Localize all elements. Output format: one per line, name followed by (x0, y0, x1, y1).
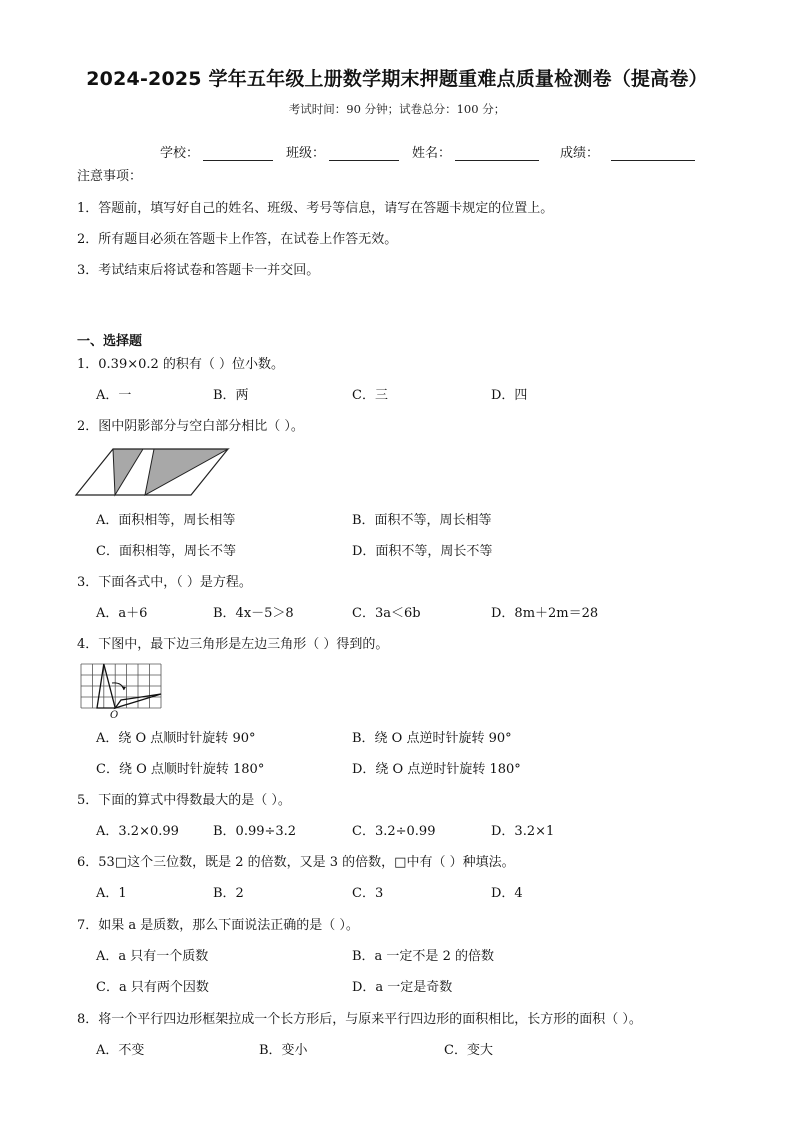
question-3-stem: 3．下面各式中，（ ）是方程。 (77, 575, 252, 590)
q2-option-b[interactable]: B．面积不等，周长相等 (352, 513, 492, 528)
q8-option-b[interactable]: B．变小 (259, 1043, 308, 1058)
q2-option-d[interactable]: D．面积不等，周长不等 (352, 544, 493, 559)
q5-option-b[interactable]: B．0.99÷3.2 (213, 824, 297, 839)
class-blank[interactable] (329, 146, 399, 161)
q1-option-b[interactable]: B．两 (213, 388, 249, 403)
q1-option-c[interactable]: C．三 (352, 388, 388, 403)
q6-option-a[interactable]: A．1 (96, 886, 127, 901)
page-title: 2024-2025 学年五年级上册数学期末押题重难点质量检测卷（提高卷） (86, 68, 708, 90)
q5-option-a[interactable]: A．3.2×0.99 (96, 824, 179, 839)
question-5-stem: 5．下面的算式中得数最大的是（ ）。 (77, 793, 291, 808)
q4-option-b[interactable]: B．绕 O 点逆时针旋转 90° (352, 731, 512, 746)
q2-option-a[interactable]: A．面积相等，周长相等 (96, 513, 236, 528)
question-8-stem: 8．将一个平行四边形框架拉成一个长方形后，与原来平行四边形的面积相比，长方形的面积（ ）。 (77, 1012, 642, 1027)
q1-option-d[interactable]: D．四 (491, 388, 528, 403)
note-item: 2．所有题目必须在答题卡上作答，在试卷上作答无效。 (77, 232, 398, 247)
question-4-stem: 4．下图中，最下边三角形是左边三角形（ ）得到的。 (77, 637, 389, 652)
q7-option-c[interactable]: C．a 只有两个因数 (96, 980, 209, 995)
q1-option-a[interactable]: A．一 (96, 388, 132, 403)
name-field (412, 142, 539, 161)
q5-option-d[interactable]: D．3.2×1 (491, 824, 555, 839)
name-blank[interactable] (455, 146, 539, 161)
question-6-stem: 6．53□这个三位数，既是 2 的倍数，又是 3 的倍数，□中有（ ）种填法。 (77, 855, 515, 870)
question-7-stem: 7．如果 a 是质数，那么下面说法正确的是（ ）。 (77, 918, 359, 933)
note-item: 1．答题前，填写好自己的姓名、班级、考号等信息，请写在答题卡规定的位置上。 (77, 201, 554, 216)
q6-option-b[interactable]: B．2 (213, 886, 244, 901)
name-label: 姓名： (412, 146, 452, 161)
q3-option-b[interactable]: B．4x－5＞8 (213, 606, 294, 621)
q8-option-c[interactable]: C．变大 (444, 1043, 493, 1058)
school-label: 学校： (160, 146, 200, 161)
school-field (160, 142, 273, 161)
q6-option-c[interactable]: C．3 (352, 886, 384, 901)
class-label: 班级： (286, 146, 326, 161)
q3-option-a[interactable]: A．a＋6 (96, 606, 148, 621)
exam-info: 考试时间：90 分钟；试卷总分：100 分； (288, 102, 506, 116)
section-title: 一、选择题 (77, 334, 143, 349)
parallelogram-figure (75, 448, 235, 498)
q6-option-d[interactable]: D．4 (491, 886, 523, 901)
q7-option-d[interactable]: D．a 一定是奇数 (352, 980, 453, 995)
q2-option-c[interactable]: C．面积相等，周长不等 (96, 544, 236, 559)
q4-option-c[interactable]: C．绕 O 点顺时针旋转 180° (96, 762, 265, 777)
question-1-stem: 1．0.39×0.2 的积有（ ）位小数。 (77, 357, 285, 372)
q8-option-a[interactable]: A．不变 (96, 1043, 145, 1058)
point-o-label: O (110, 710, 119, 721)
note-item: 3．考试结束后将试卷和答题卡一并交回。 (77, 263, 320, 278)
score-field (560, 142, 695, 161)
score-label: 成绩： (560, 146, 600, 161)
q3-option-d[interactable]: D．8m＋2m＝28 (491, 606, 599, 621)
q4-option-d[interactable]: D．绕 O 点逆时针旋转 180° (352, 762, 521, 777)
q4-option-a[interactable]: A．绕 O 点顺时针旋转 90° (96, 731, 256, 746)
class-field (286, 142, 399, 161)
notes-heading: 注意事项： (77, 169, 143, 184)
question-2-stem: 2．图中阴影部分与空白部分相比（ ）。 (77, 419, 304, 434)
q7-option-b[interactable]: B．a 一定不是 2 的倍数 (352, 949, 494, 964)
score-blank[interactable] (611, 146, 695, 161)
rotation-grid-figure (80, 663, 164, 723)
q7-option-a[interactable]: A．a 只有一个质数 (96, 949, 209, 964)
q3-option-c[interactable]: C．3a＜6b (352, 606, 421, 621)
q5-option-c[interactable]: C．3.2÷0.99 (352, 824, 436, 839)
school-blank[interactable] (203, 146, 273, 161)
